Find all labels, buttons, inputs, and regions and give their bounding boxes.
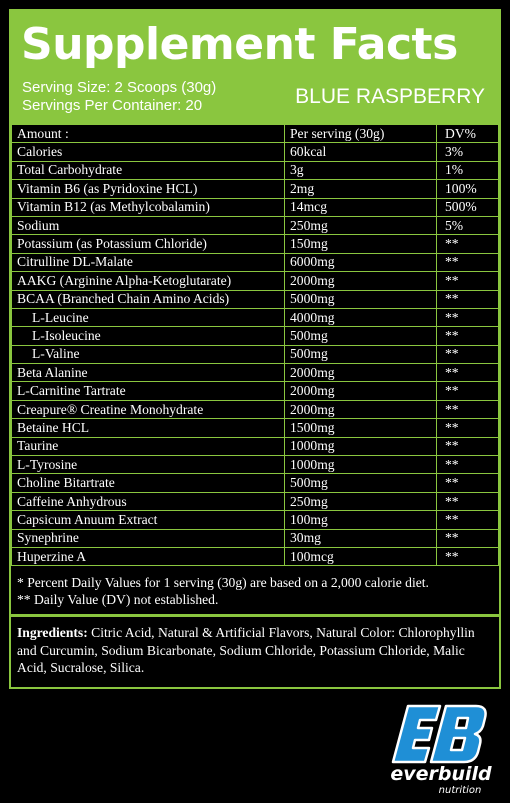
nutrient-amount: 3g [285,161,437,179]
table-row [12,456,499,474]
nutrient-name: AAKG (Arginine Alpha-Ketoglutarate) [12,272,285,290]
table-row [12,492,499,510]
nutrient-dv: ** [437,437,499,455]
table-row [12,143,499,161]
nutrient-name: Taurine [12,437,285,455]
table-row [12,437,499,455]
serving-size: Serving Size: 2 Scoops (30g) [22,79,217,96]
nutrient-name: Huperzine A [12,547,285,565]
nutrient-dv: 5% [437,216,499,234]
nutrient-dv: 500% [437,198,499,216]
nutrient-dv: ** [437,529,499,547]
nutrient-name: Vitamin B6 (as Pyridoxine HCL) [12,180,285,198]
nutrient-name: Total Carbohydrate [12,161,285,179]
logo-tagline: nutrition [438,785,482,796]
nutrient-name: Betaine HCL [12,419,285,437]
nutrient-dv: ** [437,382,499,400]
nutrient-name: Caffeine Anhydrous [12,492,285,510]
nutrient-amount: 6000mg [285,253,437,271]
nutrient-name: L-Valine [12,345,285,363]
nutrient-dv: ** [437,272,499,290]
eb-monogram-icon [393,706,486,762]
nutrient-dv: ** [437,327,499,345]
table-row [12,235,499,253]
nutrient-dv: ** [437,456,499,474]
table-row [12,364,499,382]
nutrient-amount: 100mcg [285,547,437,565]
footnote-dv-not-established: ** Daily Value (DV) not established. [17,592,219,607]
nutrient-name: Sodium [12,216,285,234]
nutrient-amount: 250mg [285,492,437,510]
nutrient-amount: 2000mg [285,272,437,290]
table-row [12,345,499,363]
table-row [12,511,499,529]
nutrient-name: Choline Bitartrate [12,474,285,492]
ingredients-label: Ingredients: [17,625,88,640]
logo-wordmark: everbuild [390,763,492,785]
column-header-amount: Amount : [12,125,285,143]
footnote-percent-dv: * Percent Daily Values for 1 serving (30g) are based on a 2,000 calorie diet. [17,575,429,590]
nutrient-dv: ** [437,547,499,565]
nutrient-amount: 2000mg [285,382,437,400]
nutrient-amount: 60kcal [285,143,437,161]
nutrient-name: Beta Alanine [12,364,285,382]
nutrient-dv: ** [437,419,499,437]
nutrient-amount: 2000mg [285,400,437,418]
nutrient-name: BCAA (Branched Chain Amino Acids) [12,290,285,308]
nutrient-amount: 5000mg [285,290,437,308]
nutrient-amount: 150mg [285,235,437,253]
panel-title: Supplement Facts [21,19,458,70]
nutrient-amount: 500mg [285,327,437,345]
nutrient-amount: 2mg [285,180,437,198]
servings-per-container: Servings Per Container: 20 [22,97,203,114]
nutrient-name: Synephrine [12,529,285,547]
header-banner [11,11,499,124]
divider [11,614,499,617]
column-header-dv: DV% [437,125,499,143]
nutrient-amount: 2000mg [285,364,437,382]
footnotes [17,574,429,608]
table-row [12,419,499,437]
everbuild-logo [388,702,493,797]
ingredients-text: Citric Acid, Natural & Artificial Flavors, Natural Color: Chlorophyllin and Curcumin, Sodium Bicarbonate, Sodium Chloride, Potassium Chloride, Malic Acid, Sucralose, Silica. [17,625,475,675]
table-row [12,290,499,308]
nutrient-name: Potassium (as Potassium Chloride) [12,235,285,253]
nutrient-amount: 500mg [285,474,437,492]
flavor-label: BLUE RASPBERRY [295,85,485,108]
column-header-per-serving: Per serving (30g) [285,125,437,143]
nutrient-dv: 1% [437,161,499,179]
table-row [12,382,499,400]
nutrient-name: Creapure® Creatine Monohydrate [12,400,285,418]
nutrient-dv: ** [437,253,499,271]
table-row [12,180,499,198]
nutrient-name: Capsicum Anuum Extract [12,511,285,529]
nutrient-name: L-Carnitine Tartrate [12,382,285,400]
nutrient-amount: 100mg [285,511,437,529]
table-row [12,400,499,418]
nutrient-dv: ** [437,364,499,382]
nutrient-amount: 4000mg [285,308,437,326]
table-row [12,253,499,271]
table-row [12,216,499,234]
table-row [12,529,499,547]
nutrient-dv: ** [437,290,499,308]
supplement-facts-panel [9,9,501,689]
table-row [12,474,499,492]
nutrient-amount: 30mg [285,529,437,547]
nutrient-amount: 250mg [285,216,437,234]
nutrient-dv: ** [437,400,499,418]
nutrient-dv: 100% [437,180,499,198]
nutrient-name: L-Leucine [12,308,285,326]
nutrient-name: Citrulline DL-Malate [12,253,285,271]
table-row [12,161,499,179]
table-row [12,547,499,565]
nutrient-amount: 14mcg [285,198,437,216]
table-row [12,198,499,216]
nutrient-amount: 500mg [285,345,437,363]
nutrient-dv: ** [437,308,499,326]
table-row [12,327,499,345]
nutrient-name: Vitamin B12 (as Methylcobalamin) [12,198,285,216]
nutrient-dv: ** [437,235,499,253]
nutrient-amount: 1000mg [285,437,437,455]
nutrient-dv: ** [437,474,499,492]
nutrient-name: L-Isoleucine [12,327,285,345]
nutrient-name: Calories [12,143,285,161]
table-header-row [12,125,499,143]
nutrient-amount: 1000mg [285,456,437,474]
nutrient-dv: 3% [437,143,499,161]
nutrient-dv: ** [437,345,499,363]
nutrient-dv: ** [437,492,499,510]
ingredients-paragraph [17,624,495,677]
nutrient-dv: ** [437,511,499,529]
table-row [12,272,499,290]
nutrition-table [11,124,499,566]
nutrient-name: L-Tyrosine [12,456,285,474]
table-row [12,308,499,326]
nutrient-amount: 1500mg [285,419,437,437]
